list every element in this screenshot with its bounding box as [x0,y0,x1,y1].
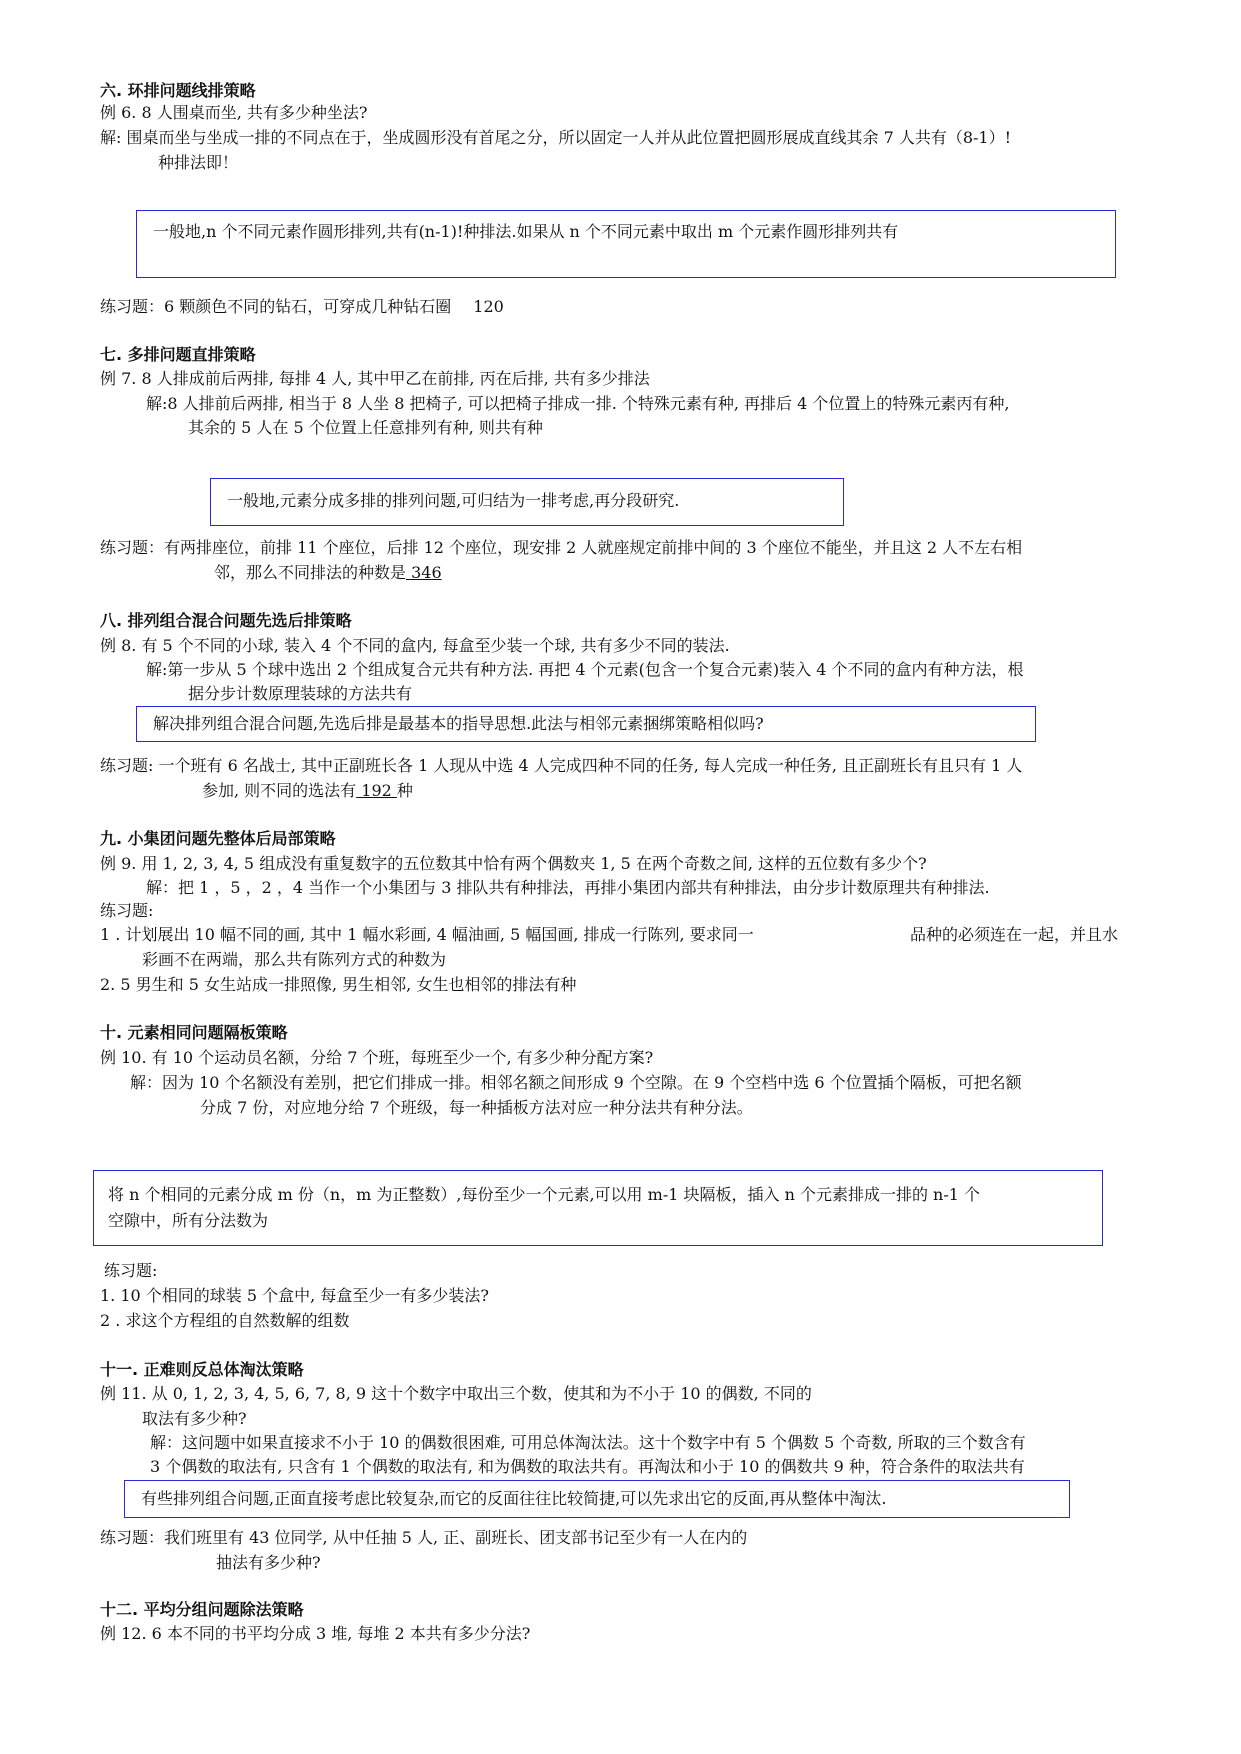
note-box-10 [93,1170,1103,1246]
section-9-title: 九. 小集团问题先整体后局部策略 [100,829,336,848]
practice-9-item-1-a: 1 . 计划展出 10 幅不同的画, 其中 1 幅水彩画, 4 幅油画, 5 幅国画, 排成一行陈列, 要求同一 [100,925,754,944]
practice-8-answer: 192 [356,781,397,800]
note-box-10-text-1: 将 n 个相同的元素分成 m 份（n，m 为正整数）,每份至少一个元素,可以用 m-1 块隔板，插入 n 个元素排成一排的 n-1 个 [108,1185,981,1204]
note-box-8-text: 解决排列组合混合问题,先选后排是最基本的指导思想.此法与相邻元素捆绑策略相似吗? [153,714,764,733]
example-11-line-1: 例 11. 从 0, 1, 2, 3, 4, 5, 6, 7, 8, 9 这十个数字中取出三个数，使其和为不小于 10 的偶数, 不同的 [100,1384,812,1403]
note-box-11-text: 有些排列组合问题,正面直接考虑比较复杂,而它的反面往往比较简捷,可以先求出它的反面,再从整体中淘汰. [141,1489,887,1508]
solution-11-line-2: 3 个偶数的取法有, 只含有 1 个偶数的取法有, 和为偶数的取法共有。再淘汰和小于 10 的偶数共 9 种，符合条件的取法共有 [150,1457,1025,1476]
note-box-11 [124,1480,1070,1518]
practice-10-item-2: 2 . 求这个方程组的自然数解的组数 [100,1311,350,1330]
practice-7-answer: 346 [406,563,442,582]
solution-7-line-2: 其余的 5 人在 5 个位置上任意排列有种, 则共有种 [188,418,543,437]
solution-6-line-1: 解: 围桌而坐与坐成一排的不同点在于，坐成圆形没有首尾之分，所以固定一人并从此位置把圆形展成直线其余 7 人共有（8-1）! [100,128,1012,147]
note-box-8 [136,706,1036,742]
section-8-title: 八. 排列组合混合问题先选后排策略 [100,611,352,630]
practice-6 [100,296,504,318]
practice-10-label: 练习题: [104,1261,158,1280]
note-box-6-text: 一般地,n 个不同元素作圆形排列,共有(n-1)!种排法.如果从 n 个不同元素中取出 m 个元素作圆形排列共有 [153,222,899,241]
section-6-title: 六. 环排问题线排策略 [100,81,256,100]
practice-9-label: 练习题: [100,901,154,920]
practice-7-line-1: 练习题：有两排座位，前排 11 个座位，后排 12 个座位，现安排 2 人就座规定前排中间的 3 个座位不能坐，并且这 2 人不左右相 [100,538,1023,557]
section-11-title: 十一. 正难则反总体淘汰策略 [100,1360,304,1379]
solution-8-line-1: 解:第一步从 5 个球中选出 2 个组成复合元共有种方法. 再把 4 个元素(包含一个复合元素)装入 4 个不同的盒内有种方法，根 [146,660,1024,679]
example-6: 例 6. 8 人围桌而坐, 共有多少种坐法? [100,103,368,122]
practice-11-line-1: 练习题：我们班里有 43 位同学, 从中任抽 5 人, 正、副班长、团支部书记至少有一人在内的 [100,1528,748,1547]
solution-7-line-1: 解:8 人排前后两排, 相当于 8 人坐 8 把椅子, 可以把椅子排成一排. 个特殊元素有种, 再排后 4 个位置上的特殊元素丙有种, [146,394,1010,413]
practice-11-line-2: 抽法有多少种? [216,1553,321,1572]
solution-8-line-2: 据分步计数原理装球的方法共有 [188,684,413,703]
practice-8-unit: 种 [396,781,413,800]
example-10: 例 10. 有 10 个运动员名额，分给 7 个班，每班至少一个, 有多少种分配方案? [100,1048,654,1067]
example-9: 例 9. 用 1, 2, 3, 4, 5 组成没有重复数字的五位数其中恰有两个偶数夹 1, 5 在两个奇数之间, 这样的五位数有多少个? [100,854,927,873]
practice-7-line-2 [214,562,442,584]
solution-6-line-2: 种排法即！ [158,153,239,172]
solution-11-line-1: 解：这问题中如果直接求不小于 10 的偶数很困难, 可用总体淘汰法。这十个数字中有 5 个偶数 5 个奇数, 所取的三个数含有 [150,1433,1026,1452]
example-7: 例 7. 8 人排成前后两排, 每排 4 人, 其中甲乙在前排, 丙在后排, 共有多少排法 [100,369,650,388]
solution-10-line-2: 分成 7 份，对应地分给 7 个班级，每一种插板方法对应一种分法共有种分法。 [200,1098,753,1117]
practice-9-item-1-c: 彩画不在两端，那么共有陈列方式的种数为 [142,950,447,969]
note-box-7-text: 一般地,元素分成多排的排列问题,可归结为一排考虑,再分段研究. [227,491,680,510]
practice-8-line-1: 练习题: 一个班有 6 名战士, 其中正副班长各 1 人现从中选 4 人完成四种不同的任务, 每人完成一种任务, 且正副班长有且只有 1 人 [100,756,1023,775]
solution-10-line-1: 解：因为 10 个名额没有差别，把它们排成一排。相邻名额之间形成 9 个空隙。在 9 个空档中选 6 个位置插个隔板，可把名额 [130,1073,1022,1092]
solution-9: 解：把 1 ，5 ，2 ，4 当作一个小集团与 3 排队共有种排法，再排小集团内部共有种排法，由分步计数原理共有种排法. [146,878,990,897]
note-box-7 [210,478,844,526]
practice-8-text: 参加, 则不同的选法有 [202,781,357,800]
practice-7-text: 邻，那么不同排法的种数是 [214,563,407,582]
example-8: 例 8. 有 5 个不同的小球, 装入 4 个不同的盒内, 每盒至少装一个球, 共有多少不同的装法. [100,636,730,655]
practice-6-text: 练习题：6 颗颜色不同的钻石，可穿成几种钻石圈 [100,297,452,316]
practice-8-line-2 [202,780,413,802]
section-7-title: 七. 多排问题直排策略 [100,345,256,364]
section-10-title: 十. 元素相同问题隔板策略 [100,1023,288,1042]
practice-9-item-2: 2. 5 男生和 5 女生站成一排照像, 男生相邻, 女生也相邻的排法有种 [100,975,577,994]
example-12: 例 12. 6 本不同的书平均分成 3 堆, 每堆 2 本共有多少分法? [100,1624,531,1643]
note-box-10-text-2: 空隙中，所有分法数为 [108,1211,269,1230]
practice-10-item-1: 1. 10 个相同的球装 5 个盒中, 每盒至少一有多少装法? [100,1286,489,1305]
note-box-6 [136,210,1116,278]
section-12-title: 十二. 平均分组问题除法策略 [100,1600,304,1619]
practice-9-item-1-b: 品种的必须连在一起，并且水 [910,925,1119,944]
example-11-line-2: 取法有多少种? [142,1409,247,1428]
practice-6-answer: 120 [473,297,504,316]
